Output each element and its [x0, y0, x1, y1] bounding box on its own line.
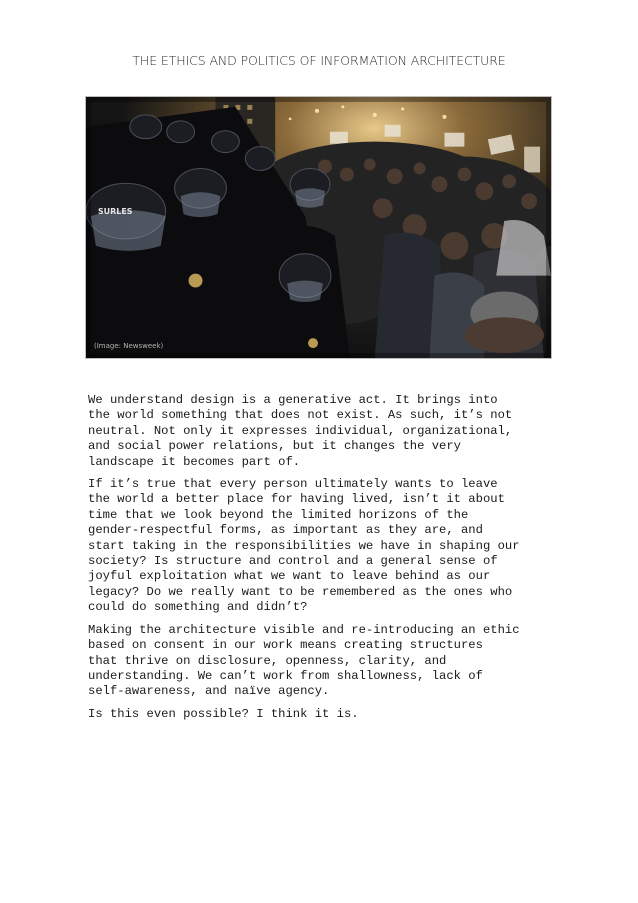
- protest-photo: [85, 96, 552, 359]
- paragraph-4: Is this even possible? I think it is.: [88, 706, 359, 721]
- paragraph-3: Making the architecture visible and re-introducing an ethic based on consent in our work means creating structures that thrive on disclosure, openness, clarity, and understanding. We can’t work from shallowness, lack of self-awareness, and naïve agency.: [88, 622, 520, 699]
- paragraph-1: We understand design is a generative act. It brings into the world something that does not exist. As such, it’s not neutral. Not only it expresses individual, organizational, and social power relations, but it changes the very landscape it becomes part of.: [88, 393, 513, 469]
- helmet-text: SURLES: [97, 207, 133, 217]
- paragraph-2: If it’s true that every person ultimately wants to leave the world a better place for having lived, isn’t it about time that we look beyond the limited horizons of the gender-respectful forms, as important as they are, and start taking in the responsibilities we have in shaping our society? Is structure and control and a general sense of joyful exploitation what we want to leave behind as our legacy? Do we really want to be remembered as the ones who could do something and didn’t?: [88, 477, 520, 615]
- protest-photo-illustration: [86, 97, 551, 358]
- photo-credit: (Image: Newsweek): [94, 342, 164, 350]
- body-text: [88, 393, 563, 729]
- page-title: THE ETHICS AND POLITICS OF INFORMATION ARCHITECTURE: [132, 53, 506, 68]
